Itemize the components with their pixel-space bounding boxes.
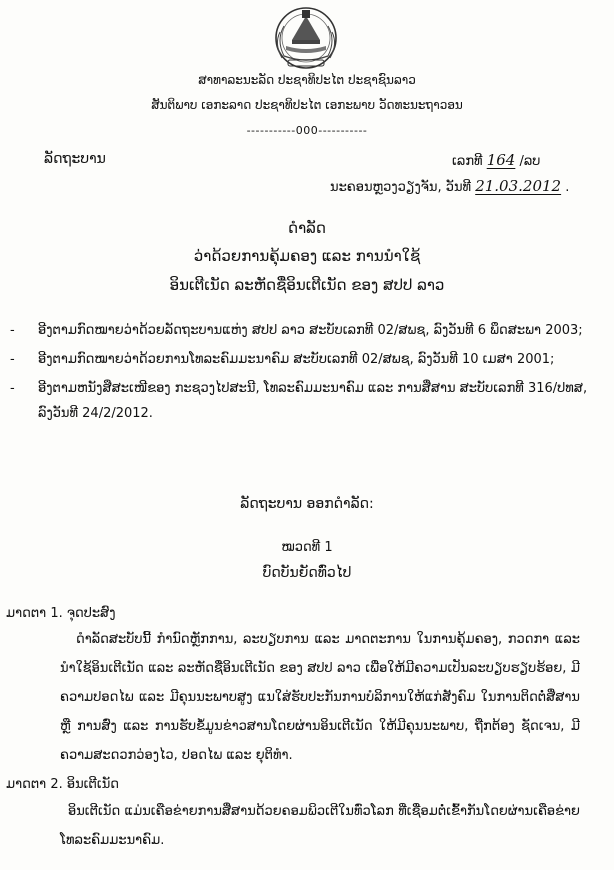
reference-item xyxy=(8,318,602,343)
header-motto: ສັນຕິພາບ ເອກະລາດ ປະຊາທິປະໄຕ ເອກະພາບ ວັດທະນະຖາວອນ xyxy=(151,98,463,112)
date-prefix: ນະຄອນຫຼວງວຽງຈັນ, ວັນທີ xyxy=(330,180,472,195)
reference-handwritten-number: 164 xyxy=(486,151,516,169)
bullet-dash: - xyxy=(10,352,15,367)
article-1-body: ດຳລັດສະບັບນີ້ ກຳນົດຫຼັກການ, ລະບຽບການ ແລະ ມາດຕະການ ໃນການຄຸ້ມຄອງ, ກວດກາ ແລະ ນຳໃຊ້ອິນເຕີເນັດ ແລະ ລະຫັດຊື່ອິນເຕີເນັດ ຂອງ ສປປ ລາວ ເພື່ອໃຫ້ມີຄວາມເປັນລະບຽບຮຽບຮ້ອຍ, ມີຄວາມປອດໄພ ແລະ ມີຄຸນນະພາບສູງ ແນໃສ່ຮັບປະກັນການບໍລິການໃຫ້ແກ່ສັງຄົມ ໃນການຕິດຕໍ່ສື່ສານ ຫຼື ການສົ່ງ ແລະ ການຮັບຂໍ້ມູນຂ່າວສານໂດຍຜ່ານອິນເຕີເນັດ ໃຫ້ມີຄຸນນະພາບ, ຖືກຕ້ອງ ຊັດເຈນ, ມີຄວາມສະດວກວ່ອງໄວ, ປອດໄພ ແລະ ຍຸຕິທຳ. xyxy=(60,632,580,763)
decree-statement: ລັດຖະບານ ອອກດຳລັດ: xyxy=(240,496,374,512)
reference-item xyxy=(8,376,602,426)
reference-number xyxy=(452,151,540,169)
reference-text: ອີງຕາມຫນັງສືສະເໜີຂອງ ກະຊວງໄປສະນີ, ໂທລະຄົມມະນາຄົມ ແລະ ການສື່ສານ ສະບັບເລກທີ 316/ປທສ, ລົງວັນທີ 24/2/2012. xyxy=(38,381,588,421)
reference-text: ອີງຕາມກົດໝາຍວ່າດ້ວຍລັດຖະບານແຫ່ງ ສປປ ລາວ ສະບັບເລກທີ 02/ສພຊ, ລົງວັນທີ 6 ພຶດສະພາ 2003; xyxy=(38,323,583,338)
reference-label: ເລກທີ xyxy=(452,154,483,169)
reference-item xyxy=(8,347,602,372)
article-2-body: ອິນເຕີເນັດ ແມ່ນເຄືອຂ່າຍການສື່ສານດ້ວຍຄອມພິວເຕີໃນທົ່ວໂລກ ທີ່ເຊື່ອມຕໍ່ເຂົ້າກັນໂດຍຜ່ານເຄືອຂ່າຍໂທລະຄົມມະນາຄົມ. xyxy=(60,804,580,848)
header-country-name: ສາທາລະນະລັດ ປະຊາທິປະໄຕ ປະຊາຊົນລາວ xyxy=(198,73,416,87)
decree-subtitle-1: ວ່າດ້ວຍການຄຸ້ມຄອງ ແລະ ການນຳໃຊ້ xyxy=(193,247,421,265)
issuer-label: ລັດຖະບານ xyxy=(44,151,106,167)
chapter-title: ບົດບັນຍັດທົ່ວໄປ xyxy=(262,565,352,581)
bullet-dash: - xyxy=(10,381,15,396)
header-separator: -----------000----------- xyxy=(246,124,368,137)
article-2-title: ມາດຕາ 2. ອິນເຕີເນັດ xyxy=(6,777,119,792)
article-1-title: ມາດຕາ 1. ຈຸດປະສົງ xyxy=(6,606,116,621)
decree-subtitle-2: ອິນເຕີເນັດ ລະຫັດຊື່ອິນເຕີເນັດ ຂອງ ສປປ ລາວ xyxy=(169,276,445,294)
reference-suffix: /ລບ xyxy=(519,154,541,169)
legal-references xyxy=(8,318,602,430)
bullet-dash: - xyxy=(10,323,15,338)
handwritten-date: 21.03.2012 xyxy=(475,177,562,195)
chapter-number: ໝວດທີ 1 xyxy=(281,540,333,555)
lao-national-emblem-icon xyxy=(262,2,350,72)
decree-title: ດຳລັດ xyxy=(288,219,326,237)
date-end: . xyxy=(565,180,570,195)
date-line xyxy=(330,177,569,195)
reference-text: ອີງຕາມກົດໝາຍວ່າດ້ວຍການໂທລະຄົມມະນາຄົມ ສະບັບເລກທີ 02/ສພຊ, ລົງວັນທີ 10 ເມສາ 2001; xyxy=(38,352,555,367)
